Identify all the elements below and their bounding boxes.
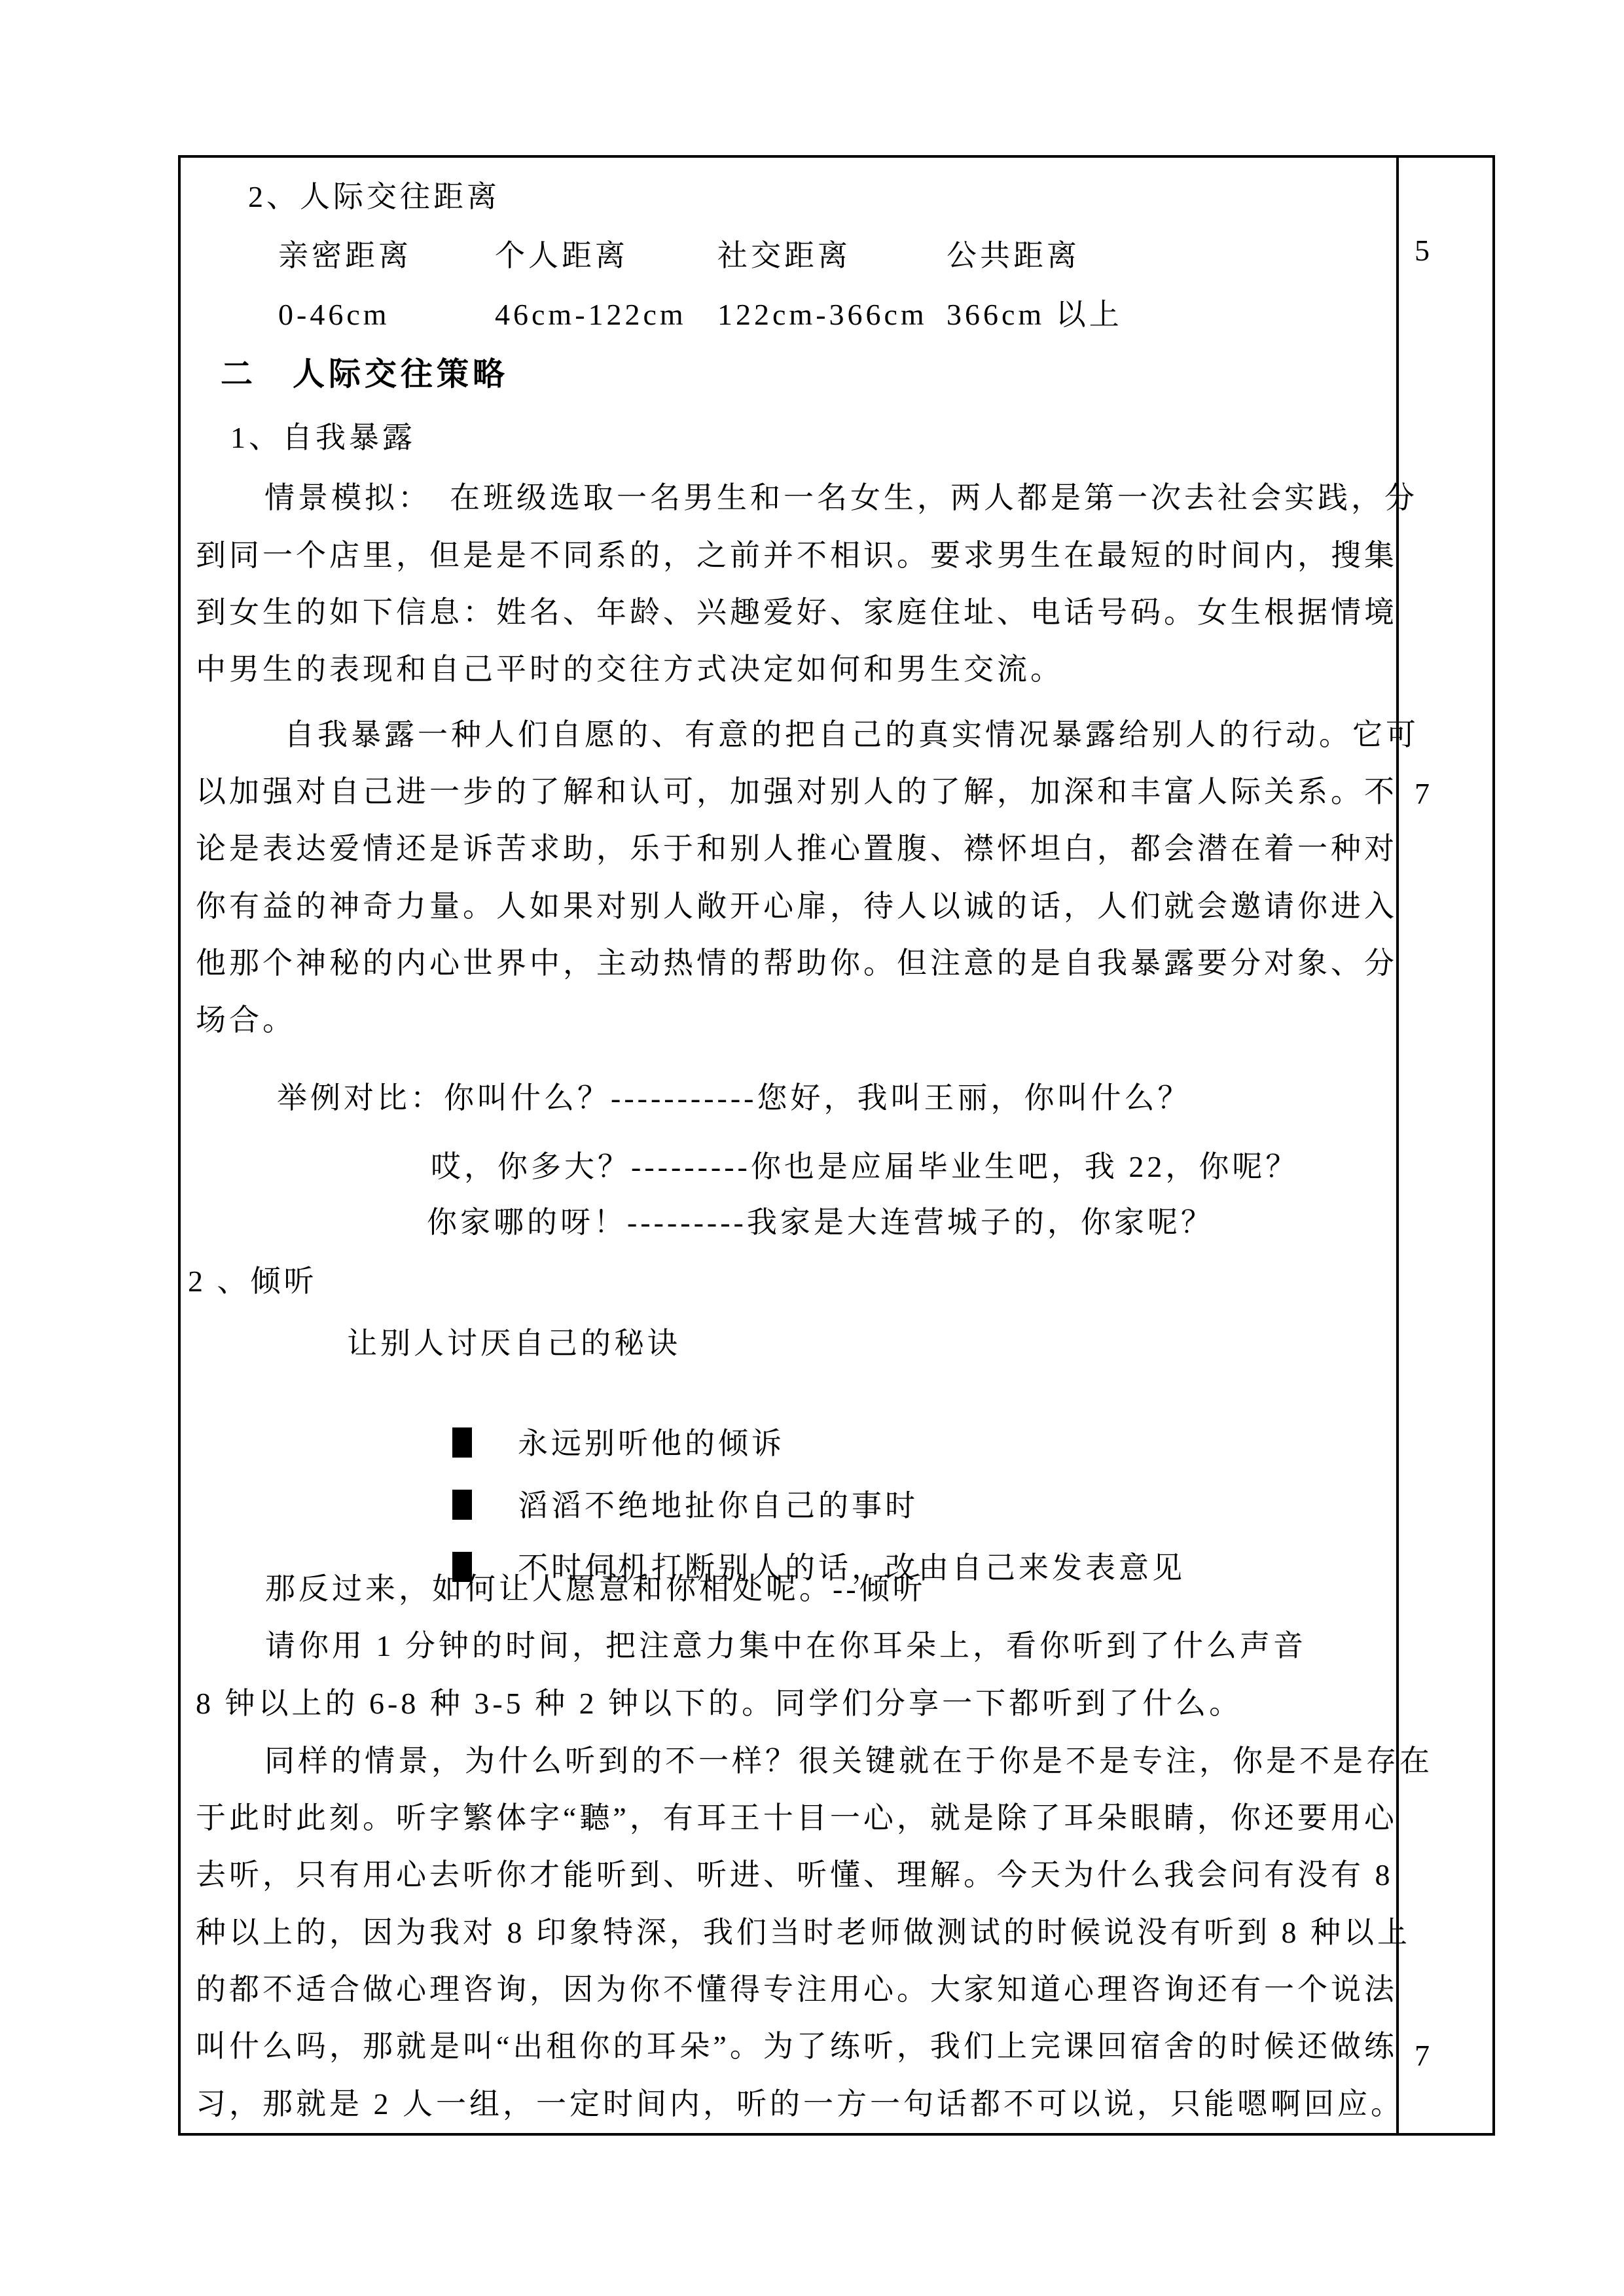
distance-value: 122cm-366cm: [717, 298, 928, 331]
scene-line: 到女生的如下信息：姓名、年龄、兴趣爱好、家庭住址、电话号码。女生根据情境: [196, 596, 1398, 629]
scene-line: 中男生的表现和自己平时的交往方式决定如何和男生交流。: [196, 653, 1064, 686]
tips-title: 让别人讨厌自己的秘诀: [347, 1327, 681, 1360]
focus-line: 习，那就是 2 人一组，一定时间内，听的一方一句话都不可以说，只能嗯啊回应。: [196, 2087, 1404, 2121]
distance-value: 366cm 以上: [947, 298, 1123, 331]
distance-header: 亲密距离: [278, 239, 412, 272]
scene-line: 情景模拟： 在班级选取一名男生和一名女生，两人都是第一次去社会实践，分: [264, 481, 1418, 514]
margin-note: 7: [1415, 777, 1430, 810]
focus-line: 的都不适合做心理咨询，因为你不懂得专注用心。大家知道心理咨询还有一个说法: [196, 1973, 1398, 2006]
distance-header: 社交距离: [717, 239, 851, 272]
focus-line: 同样的情景，为什么听到的不一样？很关键就在于你是不是专注，你是不是存在: [264, 1744, 1433, 1778]
scene-line: 到同一个店里，但是是不同系的，之前并不相识。要求男生在最短的时间内，搜集: [196, 539, 1398, 572]
distance-value: 46cm-122cm: [495, 298, 687, 331]
heading-strategy: 二 人际交往策略: [221, 356, 509, 392]
tip-text: 不时伺机打断别人的话，改由自己来发表意见: [518, 1551, 1185, 1585]
lesson-plan-table: [178, 155, 1495, 2136]
listen-line: 那反过来，如何让人愿意和你相处呢。--倾听: [265, 1572, 926, 1605]
self-disclosure-line: 自我暴露一种人们自愿的、有意的把自己的真实情况暴露给别人的行动。它可: [284, 718, 1419, 751]
listen-line: 请你用 1 分钟的时间，把注意力集中在你耳朵上，看你听到了什么声音: [265, 1629, 1307, 1662]
example-line: 举例对比：你叫什么？-----------您好，我叫王丽，你叫什么？: [277, 1081, 1191, 1115]
tip-text: 滔滔不绝地扯你自己的事时: [518, 1489, 918, 1522]
self-disclosure-line: 你有益的神奇力量。人如果对别人敞开心扉，待人以诚的话，人们就会邀请你进入: [196, 889, 1398, 923]
tip-text: 永远别听他的倾诉: [518, 1427, 785, 1460]
section-distance-title: 2、人际交往距离: [248, 180, 500, 213]
focus-line: 去听，只有用心去听你才能听到、听进、听懂、理解。今天为什么我会问有没有 8: [196, 1858, 1394, 1892]
self-disclosure-line: 他那个神秘的内心世界中，主动热情的帮助你。但注意的是自我暴露要分对象、分: [196, 946, 1398, 980]
self-disclosure-line: 以加强对自己进一步的了解和认可，加强对别人的了解，加深和丰富人际关系。不: [196, 775, 1398, 808]
focus-line: 于此时此刻。听字繁体字“聽”，有耳王十目一心，就是除了耳朵眼睛，你还要用心: [196, 1801, 1398, 1835]
listen-line: 8 钟以上的 6-8 种 3-5 种 2 钟以下的。同学们分享一下都听到了什么。: [196, 1687, 1243, 1720]
focus-line: 叫什么吗，那就是叫“出租你的耳朵”。为了练听，我们上完课回宿舍的时候还做练: [196, 2030, 1398, 2063]
distance-header: 公共距离: [947, 239, 1080, 272]
margin-column: [1396, 158, 1492, 2133]
focus-line: 种以上的，因为我对 8 印象特深，我们当时老师做测试的时候说没有听到 8 种以上: [196, 1916, 1411, 1949]
self-disclosure-line: 场合。: [196, 1003, 296, 1037]
margin-note: 5: [1415, 234, 1430, 267]
example-line: 你家哪的呀！---------我家是大连营城子的，你家呢？: [427, 1206, 1214, 1239]
sub-self-disclosure: 1、自我暴露: [230, 421, 416, 454]
distance-value: 0-46cm: [278, 298, 390, 331]
content-cell: [181, 158, 1433, 2133]
margin-note: 7: [1415, 2039, 1430, 2072]
example-line: 哎，你多大？---------你也是应届毕业生吧，我 22，你呢？: [431, 1150, 1299, 1183]
distance-header: 个人距离: [495, 239, 628, 272]
sub-listening: 2 、倾听: [188, 1265, 317, 1298]
self-disclosure-line: 论是表达爱情还是诉苦求助，乐于和别人推心置腹、襟怀坦白，都会潜在着一种对: [196, 832, 1398, 865]
